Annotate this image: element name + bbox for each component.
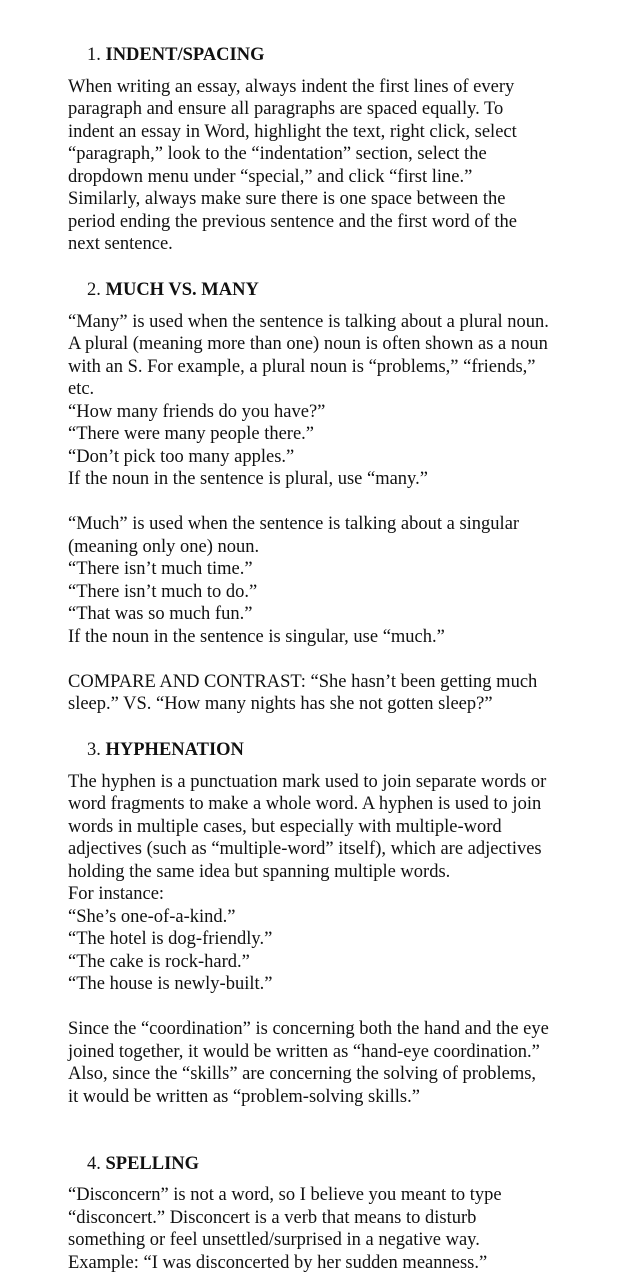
rule-line: If the noun in the sentence is plural, use “many.” xyxy=(68,469,428,489)
example-line: “The hotel is dog-friendly.” xyxy=(68,929,273,949)
paragraph-line: dropdown menu under “special,” and click “first line.” xyxy=(68,167,473,187)
paragraph-line: period ending the previous sentence and the first word of the xyxy=(68,212,518,232)
paragraph-line: Similarly, always make sure there is one space between the xyxy=(68,189,506,209)
section-heading-indent-spacing xyxy=(87,44,264,66)
section-number: 4. xyxy=(87,1154,101,1174)
paragraph-line: words in multiple cases, but especially with multiple-word xyxy=(68,817,502,837)
paragraph-line: A plural (meaning more than one) noun is often shown as a noun xyxy=(68,334,548,354)
example-line: “There isn’t much to do.” xyxy=(68,582,258,602)
example-line: “How many friends do you have?” xyxy=(68,402,326,422)
example-line: “That was so much fun.” xyxy=(68,604,253,624)
section-heading-much-vs-many xyxy=(87,279,259,301)
section-heading-hyphenation xyxy=(87,739,244,761)
example-line: “The cake is rock-hard.” xyxy=(68,952,250,972)
paragraph-line: When writing an essay, always indent the first lines of every xyxy=(68,77,515,97)
paragraph-line: “Disconcern” is not a word, so I believe you meant to type xyxy=(68,1185,502,1205)
rule-line: If the noun in the sentence is singular, use “much.” xyxy=(68,627,445,647)
paragraph-line: it would be written as “problem-solving skills.” xyxy=(68,1087,420,1107)
paragraph-line: word fragments to make a whole word. A hyphen is used to join xyxy=(68,794,542,814)
paragraph-line: Also, since the “skills” are concerning the solving of problems, xyxy=(68,1064,537,1084)
paragraph-line: For instance: xyxy=(68,884,165,904)
paragraph-line: joined together, it would be written as “hand-eye coordination.” xyxy=(68,1042,540,1062)
paragraph-line: adjectives (such as “multiple-word” itself), which are adjectives xyxy=(68,839,542,859)
section-number: 1. xyxy=(87,45,101,65)
compare-line: sleep.” VS. “How many nights has she not gotten sleep?” xyxy=(68,694,493,714)
paragraph-line: “disconcert.” Disconcert is a verb that means to disturb xyxy=(68,1208,477,1228)
example-line: “There isn’t much time.” xyxy=(68,559,253,579)
paragraph-line: The hyphen is a punctuation mark used to join separate words or xyxy=(68,772,547,792)
section-title: SPELLING xyxy=(105,1154,200,1174)
paragraph-line: “paragraph,” look to the “indentation” section, select the xyxy=(68,144,487,164)
example-line: “She’s one-of-a-kind.” xyxy=(68,907,236,927)
paragraph-line: something or feel unsettled/surprised in a negative way. xyxy=(68,1230,480,1250)
paragraph-line: (meaning only one) noun. xyxy=(68,537,260,557)
section-heading-spelling xyxy=(87,1153,199,1175)
section-number: 2. xyxy=(87,280,101,300)
paragraph-line: next sentence. xyxy=(68,234,173,254)
section-title: MUCH VS. MANY xyxy=(105,280,259,300)
section-number: 3. xyxy=(87,740,101,760)
paragraph-line: etc. xyxy=(68,379,95,399)
paragraph-line: “Many” is used when the sentence is talking about a plural noun. xyxy=(68,312,549,332)
example-line: “The house is newly-built.” xyxy=(68,974,273,994)
paragraph-line: Since the “coordination” is concerning both the hand and the eye xyxy=(68,1019,549,1039)
paragraph-line: indent an essay in Word, highlight the text, right click, select xyxy=(68,122,517,142)
paragraph-line: holding the same idea but spanning multiple words. xyxy=(68,862,451,882)
section-title: HYPHENATION xyxy=(105,740,244,760)
paragraph-line: with an S. For example, a plural noun is “problems,” “friends,” xyxy=(68,357,536,377)
paragraph-line: Example: “I was disconcerted by her sudden meanness.” xyxy=(68,1253,488,1273)
example-line: “There were many people there.” xyxy=(68,424,315,444)
example-line: “Don’t pick too many apples.” xyxy=(68,447,295,467)
paragraph-line: paragraph and ensure all paragraphs are spaced equally. To xyxy=(68,99,504,119)
compare-line: COMPARE AND CONTRAST: “She hasn’t been getting much xyxy=(68,672,538,692)
section-title: INDENT/SPACING xyxy=(105,45,265,65)
paragraph-line: “Much” is used when the sentence is talking about a singular xyxy=(68,514,520,534)
